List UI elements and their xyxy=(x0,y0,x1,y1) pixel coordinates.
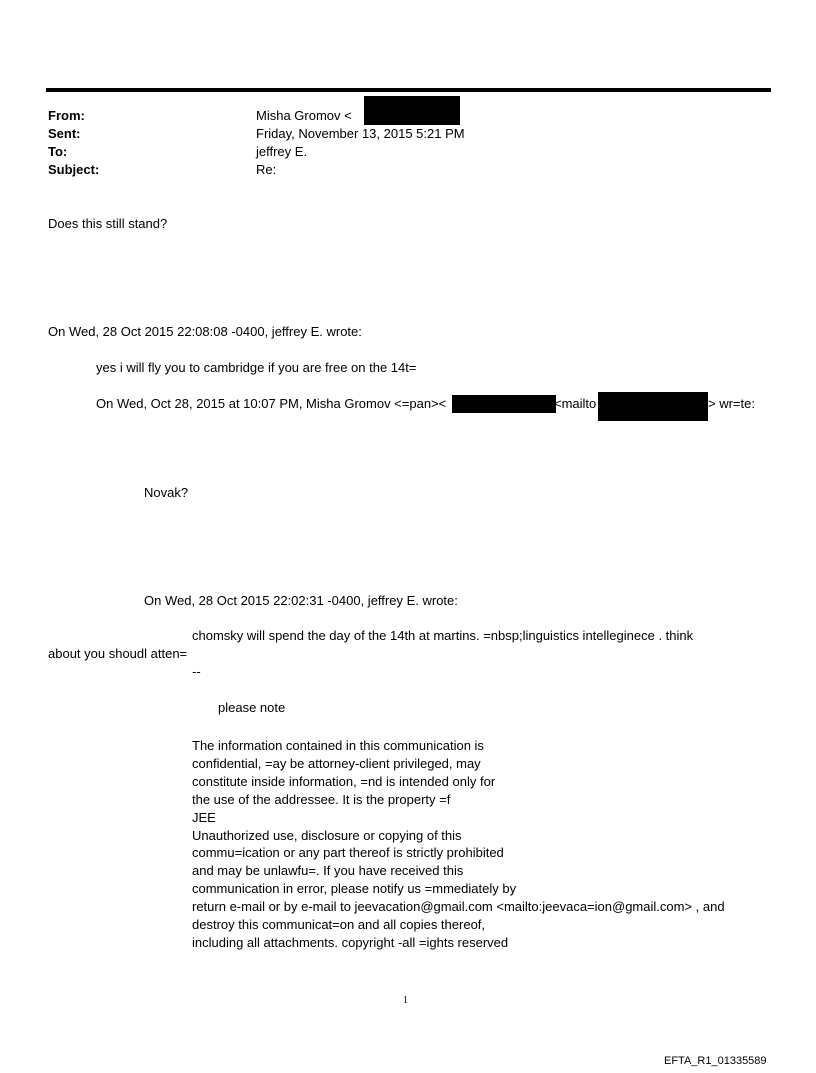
subject-value: Re: xyxy=(256,162,277,177)
disclaimer-line: and may be unlawfu=. If you have received this xyxy=(192,863,464,879)
disclaimer-line: commu=ication or any part thereof is strictly prohibited xyxy=(192,845,504,861)
page-number: 1 xyxy=(403,995,408,1006)
to-value: jeffrey E. xyxy=(256,144,308,159)
quote2-intro-b: <mailto xyxy=(554,396,597,411)
disclaimer-line: Unauthorized use, disclosure or copying of this xyxy=(192,827,462,843)
redaction-box xyxy=(364,96,460,125)
disclaimer-line: confidential, =ay be attorney-client privileged, may xyxy=(192,755,481,771)
disclaimer-line: destroy this communicat=on and all copies thereof, xyxy=(192,917,486,933)
quote2-intro-a: On Wed, Oct 28, 2015 at 10:07 PM, Misha Gromov <=pan>< xyxy=(96,396,447,411)
disclaimer-line: constitute inside information, =nd is intended only for xyxy=(192,773,496,789)
quote3-line2: about you shoudl atten= xyxy=(48,646,188,661)
sent-label: Sent: xyxy=(48,126,81,141)
disclaimer-block xyxy=(192,737,725,952)
disclaimer-line: communication in error, please notify us =mmediately by xyxy=(192,881,517,897)
disclaimer-line: return e-mail or by e-mail to jeevacation@gmail.com <mailto:jeevaca=ion@gmail.com> , and xyxy=(192,899,725,915)
document-id: EFTA_R1_01335589 xyxy=(664,1055,767,1067)
disclaimer-line: JEE xyxy=(192,809,216,825)
quote3-line1: chomsky will spend the day of the 14th at martins. =nbsp;linguistics intelleginece . think xyxy=(192,628,694,643)
signature-dashes: -- xyxy=(192,664,201,679)
from-label: From: xyxy=(48,108,85,123)
sent-value: Friday, November 13, 2015 5:21 PM xyxy=(256,126,465,141)
please-note: please note xyxy=(218,700,286,715)
subject-label: Subject: xyxy=(48,162,100,177)
redaction-box xyxy=(598,392,708,421)
disclaimer-line: including all attachments. copyright -all =ights reserved xyxy=(192,934,509,950)
header-rule xyxy=(46,88,771,92)
quote2-intro-c: > wr=te: xyxy=(708,396,755,411)
quote1-text: yes i will fly you to cambridge if you are free on the 14t= xyxy=(96,360,417,375)
quote2-text: Novak? xyxy=(144,485,189,500)
quote3-intro: On Wed, 28 Oct 2015 22:02:31 -0400, jeffrey E. wrote: xyxy=(144,593,458,608)
from-value: Misha Gromov < xyxy=(256,108,352,123)
reply-text: Does this still stand? xyxy=(48,216,168,231)
redaction-box xyxy=(452,395,556,413)
to-label: To: xyxy=(48,144,68,159)
disclaimer-line: The information contained in this communication is xyxy=(192,738,484,753)
disclaimer-line: the use of the addressee. It is the property =f xyxy=(192,791,451,807)
quote1-intro: On Wed, 28 Oct 2015 22:08:08 -0400, jeffrey E. wrote: xyxy=(48,324,362,339)
